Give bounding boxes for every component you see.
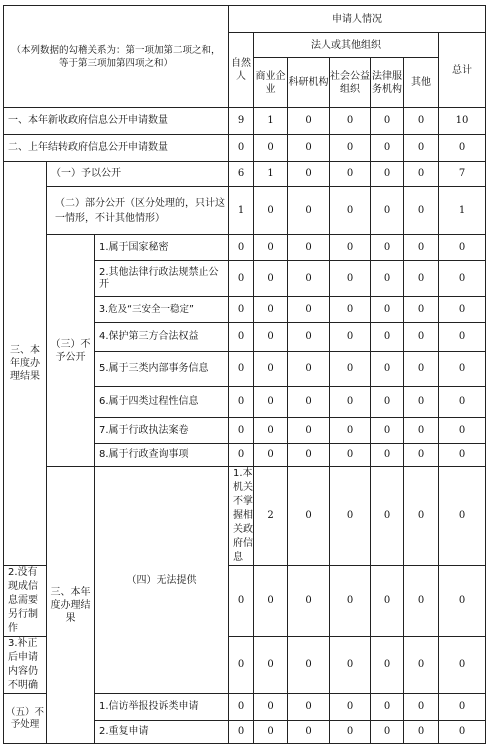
cell-value: 0: [371, 387, 404, 418]
cell-value: 0: [288, 297, 330, 323]
total-header: 总计: [439, 33, 486, 108]
row-label: 5.属于三类内部事务信息: [95, 352, 229, 387]
cell-value: 0: [404, 323, 439, 352]
legal-service-header: 法律服务机构: [371, 58, 404, 108]
row-label: 二、上年结转政府信息公开申请数量: [4, 135, 229, 162]
cell-value: 0: [254, 235, 288, 261]
cell-value: 0: [288, 721, 330, 744]
cell-value: 0: [229, 566, 254, 637]
row-label: 3.补正后申请内容仍不明确: [4, 637, 47, 694]
row-label: 7.属于行政执法案卷: [95, 418, 229, 444]
cell-value: 0: [288, 235, 330, 261]
cell-value: 2: [254, 467, 288, 566]
cell-value: 0: [371, 444, 404, 467]
cell-value: 0: [404, 108, 439, 135]
cell-value: 0: [330, 235, 371, 261]
cell-value: 0: [404, 694, 439, 721]
row-label: 2.没有现成信息需要另行制作: [4, 566, 47, 637]
cell-value: 1: [439, 187, 486, 235]
cell-value: 0: [288, 566, 330, 637]
cell-value: 0: [288, 135, 330, 162]
row-label: 2.其他法律行政法规禁止公开: [95, 261, 229, 297]
cell-value: 0: [330, 135, 371, 162]
cell-value: 0: [439, 135, 486, 162]
table-row: [4, 235, 486, 261]
cell-value: 0: [330, 467, 371, 566]
row-label: （二）部分公开（区分处理的，只计这一情形，不计其他情形）: [47, 187, 229, 235]
cell-value: 0: [254, 323, 288, 352]
cell-value: 0: [330, 323, 371, 352]
cell-value: 0: [288, 444, 330, 467]
report-table-wrap: [3, 5, 486, 744]
cell-value: 0: [254, 721, 288, 744]
other-header: 其他: [404, 58, 439, 108]
cell-value: 0: [371, 418, 404, 444]
cell-value: 0: [254, 694, 288, 721]
cell-value: 0: [439, 235, 486, 261]
cell-value: 0: [439, 566, 486, 637]
row-label: 6.属于四类过程性信息: [95, 387, 229, 418]
row-label: 3.危及“三安全一稳定”: [95, 297, 229, 323]
cell-value: 0: [254, 352, 288, 387]
cell-value: 0: [371, 323, 404, 352]
cell-value: 1: [254, 108, 288, 135]
cell-value: 0: [404, 187, 439, 235]
cell-value: 0: [330, 444, 371, 467]
cell-value: 0: [288, 187, 330, 235]
cell-value: 0: [371, 637, 404, 694]
cell-value: 0: [439, 721, 486, 744]
cell-value: 0: [288, 162, 330, 187]
cell-value: 0: [371, 721, 404, 744]
cell-value: 0: [439, 323, 486, 352]
cell-value: 0: [371, 135, 404, 162]
cell-value: 0: [371, 162, 404, 187]
cell-value: 0: [371, 566, 404, 637]
cell-value: 0: [330, 162, 371, 187]
cell-value: 0: [371, 694, 404, 721]
cell-value: 0: [404, 444, 439, 467]
cell-value: 0: [439, 261, 486, 297]
cell-value: 0: [254, 261, 288, 297]
cell-value: 6: [229, 162, 254, 187]
cell-value: 0: [288, 108, 330, 135]
cell-value: 0: [254, 566, 288, 637]
cell-value: 0: [439, 444, 486, 467]
row-label: 1.信访举报投诉类申请: [95, 694, 229, 721]
cell-value: 0: [404, 261, 439, 297]
cell-value: 0: [439, 297, 486, 323]
cell-value: 0: [371, 352, 404, 387]
section-label: 三、本年度办理结果: [4, 162, 47, 566]
cell-value: 0: [330, 352, 371, 387]
cell-value: 0: [288, 352, 330, 387]
cell-value: 9: [229, 108, 254, 135]
legal-org-header: 法人或其他组织: [254, 33, 439, 58]
section-label: 三、本年度办理结果: [47, 467, 95, 744]
cell-value: 0: [404, 297, 439, 323]
cell-value: 0: [330, 637, 371, 694]
subsection-label: （三）不予公开: [47, 235, 95, 467]
cell-value: 0: [330, 261, 371, 297]
cell-value: 0: [371, 467, 404, 566]
cell-value: 0: [330, 387, 371, 418]
cell-value: 0: [254, 297, 288, 323]
cell-value: 0: [404, 387, 439, 418]
cell-value: 0: [371, 261, 404, 297]
cell-value: 0: [288, 261, 330, 297]
table-row: [4, 187, 486, 235]
cell-value: 0: [371, 108, 404, 135]
cell-value: 0: [330, 694, 371, 721]
cell-value: 0: [229, 352, 254, 387]
cell-value: 0: [288, 418, 330, 444]
row-label: 一、本年新收政府信息公开申请数量: [4, 108, 229, 135]
cell-value: 7: [439, 162, 486, 187]
cell-value: 0: [439, 467, 486, 566]
row-label: 4.保护第三方合法权益: [95, 323, 229, 352]
cell-value: 0: [404, 352, 439, 387]
cell-value: 0: [330, 721, 371, 744]
natural-person-header: 自然人: [229, 33, 254, 108]
cell-value: 0: [330, 108, 371, 135]
cell-value: 0: [330, 418, 371, 444]
commercial-header: 商业企业: [254, 58, 288, 108]
cell-value: 0: [371, 297, 404, 323]
cell-value: 0: [439, 694, 486, 721]
header-note: （本列数据的勾稽关系为：第一项加第二项之和，等于第三项加第四项之和）: [4, 6, 229, 108]
cell-value: 0: [229, 297, 254, 323]
info-disclosure-table: [3, 5, 486, 744]
row-label: 2.重复申请: [95, 721, 229, 744]
cell-value: 0: [254, 187, 288, 235]
cell-value: 0: [330, 566, 371, 637]
cell-value: 0: [404, 162, 439, 187]
row-label: 1.属于国家秘密: [95, 235, 229, 261]
cell-value: 1: [254, 162, 288, 187]
cell-value: 0: [439, 352, 486, 387]
cell-value: 0: [254, 637, 288, 694]
cell-value: 0: [288, 323, 330, 352]
cell-value: 0: [254, 387, 288, 418]
research-header: 科研机构: [288, 58, 330, 108]
cell-value: 0: [229, 418, 254, 444]
cell-value: 0: [404, 637, 439, 694]
cell-value: 0: [288, 467, 330, 566]
cell-value: 0: [229, 135, 254, 162]
cell-value: 0: [439, 637, 486, 694]
table-row: [4, 135, 486, 162]
cell-value: 10: [439, 108, 486, 135]
cell-value: 0: [229, 721, 254, 744]
cell-value: 0: [330, 297, 371, 323]
cell-value: 0: [371, 187, 404, 235]
row-label: （一）予以公开: [47, 162, 229, 187]
table-row: [4, 108, 486, 135]
cell-value: 0: [404, 566, 439, 637]
cell-value: 0: [229, 261, 254, 297]
cell-value: 0: [254, 444, 288, 467]
cell-value: 0: [288, 694, 330, 721]
cell-value: 0: [404, 721, 439, 744]
cell-value: 0: [439, 387, 486, 418]
cell-value: 0: [229, 235, 254, 261]
subsection-label: （五）不予处理: [4, 694, 47, 744]
cell-value: 0: [254, 418, 288, 444]
cell-value: 0: [229, 694, 254, 721]
table-row: [4, 467, 486, 566]
header-row-1: [4, 6, 486, 33]
social-welfare-header: 社会公益组织: [330, 58, 371, 108]
cell-value: 0: [371, 235, 404, 261]
cell-value: 0: [404, 467, 439, 566]
row-label: 8.属于行政查询事项: [95, 444, 229, 467]
table-row: [4, 162, 486, 187]
cell-value: 0: [288, 387, 330, 418]
cell-value: 0: [404, 418, 439, 444]
cell-value: 0: [330, 187, 371, 235]
cell-value: 0: [254, 135, 288, 162]
cell-value: 0: [229, 444, 254, 467]
cell-value: 0: [439, 418, 486, 444]
cell-value: 0: [229, 323, 254, 352]
cell-value: 0: [404, 135, 439, 162]
row-label: 1.本机关不掌握相关政府信息: [229, 467, 254, 566]
cell-value: 0: [229, 387, 254, 418]
applicant-status-header: 申请人情况: [229, 6, 486, 33]
subsection-label: （四）无法提供: [95, 467, 229, 694]
cell-value: 0: [229, 637, 254, 694]
cell-value: 0: [404, 235, 439, 261]
cell-value: 1: [229, 187, 254, 235]
cell-value: 0: [288, 637, 330, 694]
